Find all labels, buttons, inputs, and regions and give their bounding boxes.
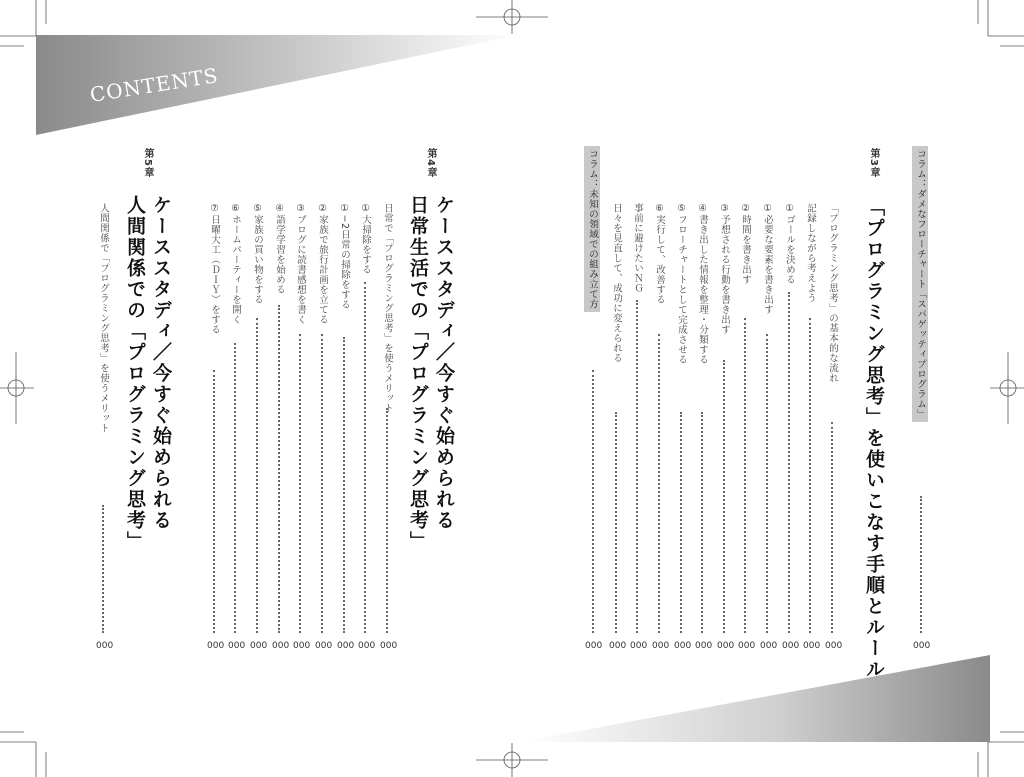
- dot-leader: [234, 343, 236, 633]
- dot-leader: [831, 422, 833, 633]
- page-number: 000: [315, 641, 333, 651]
- chapter4-item: ①−2日常の掃除をする: [339, 203, 350, 310]
- page-number: 000: [760, 641, 778, 651]
- dot-leader: [744, 318, 746, 633]
- chapter4-label: 第4章: [425, 148, 436, 178]
- chapter4-item: ①大掃除をする: [360, 203, 371, 275]
- page-number: 000: [337, 641, 355, 651]
- dot-leader: [766, 334, 768, 633]
- page-number: 000: [782, 641, 800, 651]
- page-number: 000: [207, 641, 225, 651]
- page-number: 000: [272, 641, 290, 651]
- column-heading: コラム：未知の領域での組み立て方: [584, 146, 600, 312]
- chapter5-title-line1: ケーススタディ／今すぐ始められる: [150, 195, 172, 531]
- page-number: 000: [585, 641, 603, 651]
- chapter3-item: ①必要な要素を書き出す: [762, 203, 773, 315]
- chapter4-item: ②家族で旅行計画を立てる: [317, 203, 328, 325]
- page-number: 000: [228, 641, 246, 651]
- chapter3-item: 日々を見直して、成功に変えられる: [611, 203, 622, 363]
- page-number: 000: [652, 641, 670, 651]
- dot-leader: [680, 412, 682, 633]
- dot-leader: [278, 305, 280, 633]
- page-number: 000: [674, 641, 692, 651]
- chapter3-item: ③予想される行動を書き出す: [719, 203, 730, 335]
- dot-leader: [658, 334, 660, 633]
- dot-leader: [636, 300, 638, 633]
- chapter4-item: ④語学学習を始める: [274, 203, 285, 295]
- dot-leader: [299, 334, 301, 633]
- dot-leader: [256, 318, 258, 633]
- chapter3-item: 事前に避けたいＮＧ: [632, 203, 643, 293]
- chapter4-item: ⑦日曜大工（ＤＩＹ）をする: [209, 203, 220, 335]
- chapter3-item: 記録しながら考えよう: [805, 203, 816, 303]
- dot-leader: [364, 282, 366, 633]
- dot-leader: [321, 334, 323, 633]
- chapter4-item: ③ブログに読書感想を書く: [295, 203, 306, 325]
- dot-leader: [213, 370, 215, 633]
- dot-leader: [343, 337, 345, 633]
- page-number: 000: [358, 641, 376, 651]
- chapter4-title-line1: ケーススタディ／今すぐ始められる: [433, 195, 455, 531]
- dot-leader: [788, 292, 790, 633]
- chapter3-item: ⑥実行して、改善する: [654, 203, 665, 305]
- dot-leader: [809, 318, 811, 633]
- chapter3-label: 第3章: [868, 148, 879, 178]
- chapter4-item: ⑥ホームパーティーを開く: [230, 203, 241, 325]
- page-number: 000: [96, 641, 114, 651]
- chapter4-item: ⑤家族の買い物をする: [252, 203, 263, 305]
- page-number: 000: [630, 641, 648, 651]
- page-number: 000: [380, 641, 398, 651]
- chapter5-item: 人間関係で「プログラミング思考」を使うメリット: [98, 203, 109, 433]
- chapter5-title-line2: 人間関係での「プログラミング思考」: [124, 195, 146, 552]
- dot-leader: [615, 412, 617, 633]
- dot-leader: [723, 360, 725, 633]
- chapter4-item: 日常で「プログラミング思考」を使うメリット: [382, 203, 393, 413]
- column-heading: コラム：ダメなフローチャート「スパゲッティプログラム」: [912, 146, 928, 422]
- chapter3-item: 「プログラミング思考」の基本的な流れ: [827, 203, 838, 383]
- chapter5-label: 第5章: [142, 148, 153, 178]
- page-number: 000: [717, 641, 735, 651]
- dot-leader: [102, 505, 104, 633]
- dot-leader: [701, 412, 703, 633]
- chapter4-title-line2: 日常生活での「プログラミング思考」: [407, 195, 429, 552]
- chapter3-item: ④書き出した情報を整理・分類する: [697, 203, 708, 365]
- dot-leader: [592, 370, 594, 633]
- contents-heading: CONTENTS: [88, 63, 221, 107]
- page-number: 000: [695, 641, 713, 651]
- page-number: 000: [738, 641, 756, 651]
- chapter3-title: 「プログラミング思考」を使いこなす手順とルール: [863, 197, 885, 680]
- page-number: 000: [803, 641, 821, 651]
- page-number: 000: [250, 641, 268, 651]
- chapter3-item: ①ゴールを決める: [784, 203, 795, 285]
- dot-leader: [920, 496, 922, 633]
- chapter3-item: ⑤フローチャートとして完成させる: [676, 203, 687, 365]
- page-number: 000: [825, 641, 843, 651]
- page-number: 000: [609, 641, 627, 651]
- dot-leader: [386, 408, 388, 633]
- chapter3-item: ②時間を書き出す: [740, 203, 751, 285]
- page-number: 000: [913, 641, 931, 651]
- page-number: 000: [293, 641, 311, 651]
